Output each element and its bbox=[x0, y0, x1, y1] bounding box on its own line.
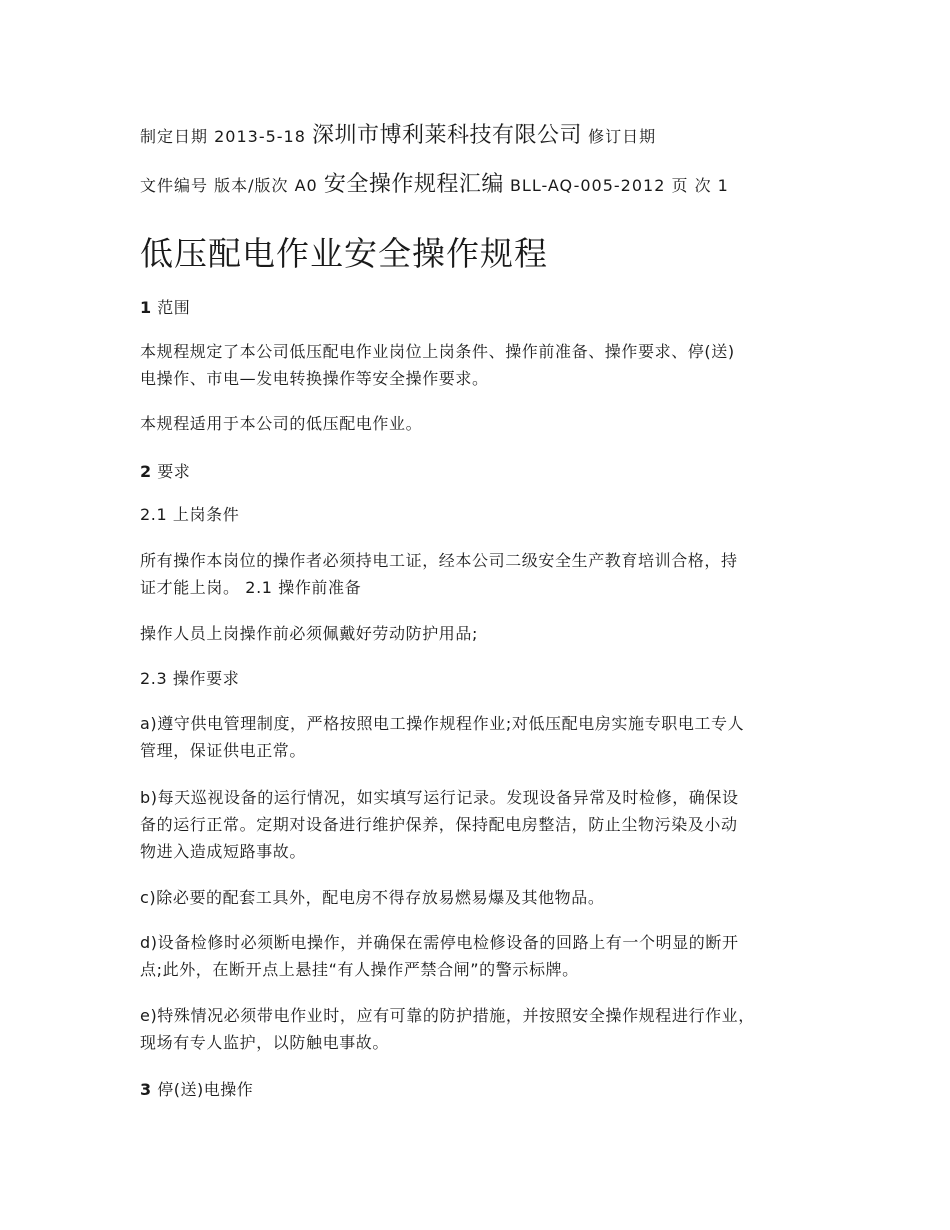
paragraph-scope bbox=[140, 338, 820, 392]
list-item-c: c)除必要的配套工具外，配电房不得存放易燃易爆及其他物品。 bbox=[140, 888, 605, 907]
list-item-a bbox=[140, 710, 820, 764]
date-label: 制定日期 bbox=[140, 127, 209, 146]
paragraph-ppe: 操作人员上岗操作前必须佩戴好劳动防护用品; bbox=[140, 624, 478, 643]
list-item-e bbox=[140, 1002, 820, 1056]
list-item-d bbox=[140, 929, 820, 983]
section-title: 停(送)电操作 bbox=[157, 1080, 254, 1099]
text-line: e)特殊情况必须带电作业时，应有可靠的防护措施，并按照安全操作规程进行作业， bbox=[140, 1006, 755, 1025]
page-number: 1 bbox=[717, 176, 729, 195]
version-value: A0 bbox=[294, 176, 318, 195]
section-number: 2 bbox=[140, 462, 152, 481]
section-number: 3 bbox=[140, 1080, 152, 1099]
version-label: 版本/版次 bbox=[214, 176, 289, 195]
text-line: b)每天巡视设备的运行情况，如实填写运行记录。发现设备异常及时检修，确保设 bbox=[140, 788, 739, 807]
page-label: 页 次 bbox=[671, 176, 712, 195]
text-line: 点;此外，在断开点上悬挂“有人操作严禁合闸”的警示标牌。 bbox=[140, 960, 579, 979]
subsection-2-1-heading: 2.1 上岗条件 bbox=[140, 505, 240, 524]
file-number-label: 文件编号 bbox=[140, 176, 209, 195]
document-code: BLL-AQ-005-2012 bbox=[509, 176, 666, 195]
section-2-heading bbox=[140, 459, 820, 482]
section-3-heading bbox=[140, 1077, 820, 1100]
text-line: 备的运行正常。定期对设备进行维护保养，保持配电房整洁，防止尘物污染及小动 bbox=[140, 815, 738, 834]
section-title: 要求 bbox=[157, 462, 191, 481]
section-1-heading bbox=[140, 295, 820, 318]
section-number: 1 bbox=[140, 298, 152, 317]
collection-title: 安全操作规程汇编 bbox=[323, 172, 504, 197]
subsection-2-3-heading: 2.3 操作要求 bbox=[140, 669, 240, 688]
paragraph-qualification bbox=[140, 547, 820, 601]
paragraph-applicability: 本规程适用于本公司的低压配电作业。 bbox=[140, 414, 423, 433]
header-line-1 bbox=[140, 118, 820, 149]
text-line: d)设备检修时必须断电操作，并确保在需停电检修设备的回路上有一个明显的断开 bbox=[140, 933, 739, 952]
text-line: 本规程规定了本公司低压配电作业岗位上岗条件、操作前准备、操作要求、停(送) bbox=[140, 342, 735, 361]
document-title: 低压配电作业安全操作规程 bbox=[140, 234, 548, 273]
text-line: 所有操作本岗位的操作者必须持电工证，经本公司二级安全生产教育培训合格，持 bbox=[140, 551, 738, 570]
text-line: 电操作、市电—发电转换操作等安全操作要求。 bbox=[140, 369, 489, 388]
text-line: 物进入造成短路事故。 bbox=[140, 842, 307, 861]
text-line: 证才能上岗。 2.1 操作前准备 bbox=[140, 578, 362, 597]
revision-date-label: 修订日期 bbox=[588, 127, 657, 146]
text-line: a)遵守供电管理制度，严格按照电工操作规程作业;对低压配电房实施专职电工专人 bbox=[140, 714, 745, 733]
enact-date: 2013-5-18 bbox=[214, 127, 306, 146]
section-title: 范围 bbox=[157, 298, 191, 317]
text-line: 现场有专人监护，以防触电事故。 bbox=[140, 1033, 390, 1052]
header-line-2 bbox=[140, 167, 820, 198]
company-name: 深圳市博利莱科技有限公司 bbox=[312, 123, 583, 148]
list-item-b bbox=[140, 784, 820, 865]
text-line: 管理，保证供电正常。 bbox=[140, 741, 307, 760]
